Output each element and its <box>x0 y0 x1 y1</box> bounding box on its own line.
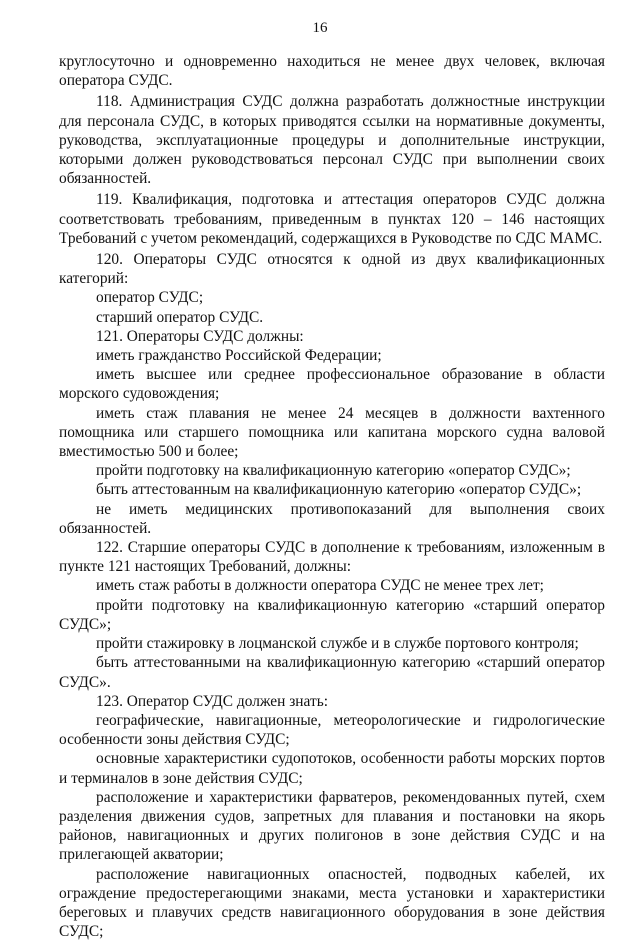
paragraph-121: 121. Операторы СУДС должны: <box>96 327 304 345</box>
list-item: иметь стаж плавания не менее 24 месяцев в должности вахтенного помощника или старшего помощника или капитана морского судна валовой вместимостью 500 и более; <box>59 404 605 461</box>
paragraph-118: 118. Администрация СУДС должна разработать должностные инструкции для персонала СУДС, в которых приводятся ссылки на нормативные документы, руководства, эксплуатационные процедуры и дополнительные инструкции, которыми должен руководствоваться персонал СУДС при выполнении своих обязанностей. <box>59 93 605 188</box>
list-item: не иметь медицинских противопоказаний для выполнения своих обязанностей. <box>59 500 605 537</box>
list-item: быть аттестованными на квалификационную категорию «старший оператор СУДС». <box>59 654 605 691</box>
list-item: иметь гражданство Российской Федерации; <box>96 347 382 365</box>
list-item: иметь стаж работы в должности оператора СУДС не менее трех лет; <box>96 577 544 595</box>
paragraph-123: 123. Оператор СУДС должен знать: <box>96 692 328 710</box>
list-item: расположение и характеристики фарватеров, рекомендованных путей, схем разделения движения судов, запретных для плавания и постановки на якорь районов, навигационных и других полигонов в зоне действия СУДС и на прилегающей акватории; <box>59 788 605 864</box>
page-number: 16 <box>312 20 328 36</box>
paragraph-122: 122. Старшие операторы СУДС в дополнение к требованиям, изложенным в пункте 121 настоящих Требований, должны: <box>59 539 605 576</box>
list-item: географические, навигационные, метеорологические и гидрологические особенности зоны действия СУДС; <box>59 711 605 749</box>
list-item: оператор СУДС; <box>96 289 204 307</box>
list-item: пройти подготовку на квалификационную категорию «старший оператор СУДС»; <box>59 596 605 633</box>
list-item: расположение навигационных опасностей, подводных кабелей, их ограждение предостерегающими знаками, места установки и характеристики береговых и плавучих средств навигационного оборудования в зоне действия СУДС; <box>59 865 605 941</box>
list-item: старший оператор СУДС. <box>96 308 264 326</box>
paragraph-119: 119. Квалификация, подготовка и аттестация операторов СУДС должна соответствовать требованиям, приведенным в пунктах 120 – 146 настоящих Требований с учетом рекомендаций, содержащихся в Руководстве по СДС МАМС. <box>59 191 605 247</box>
list-item: иметь высшее или среднее профессиональное образование в области морского судовождения; <box>59 366 605 403</box>
document-body <box>59 52 605 941</box>
list-item: пройти стажировку в лоцманской службе и в службе портового контроля; <box>96 635 579 653</box>
paragraph-continuation: круглосуточно и одновременно находиться не менее двух человек, включая оператора СУДС. <box>59 53 605 90</box>
list-item: основные характеристики судопотоков, особенности работы морских портов и терминалов в зоне действия СУДС; <box>59 750 605 787</box>
paragraph-120: 120. Операторы СУДС относятся к одной из двух квалификационных категорий: <box>59 251 605 288</box>
list-item: быть аттестованным на квалификационную категорию «оператор СУДС»; <box>96 481 582 499</box>
list-item: пройти подготовку на квалификационную категорию «оператор СУДС»; <box>96 462 571 480</box>
